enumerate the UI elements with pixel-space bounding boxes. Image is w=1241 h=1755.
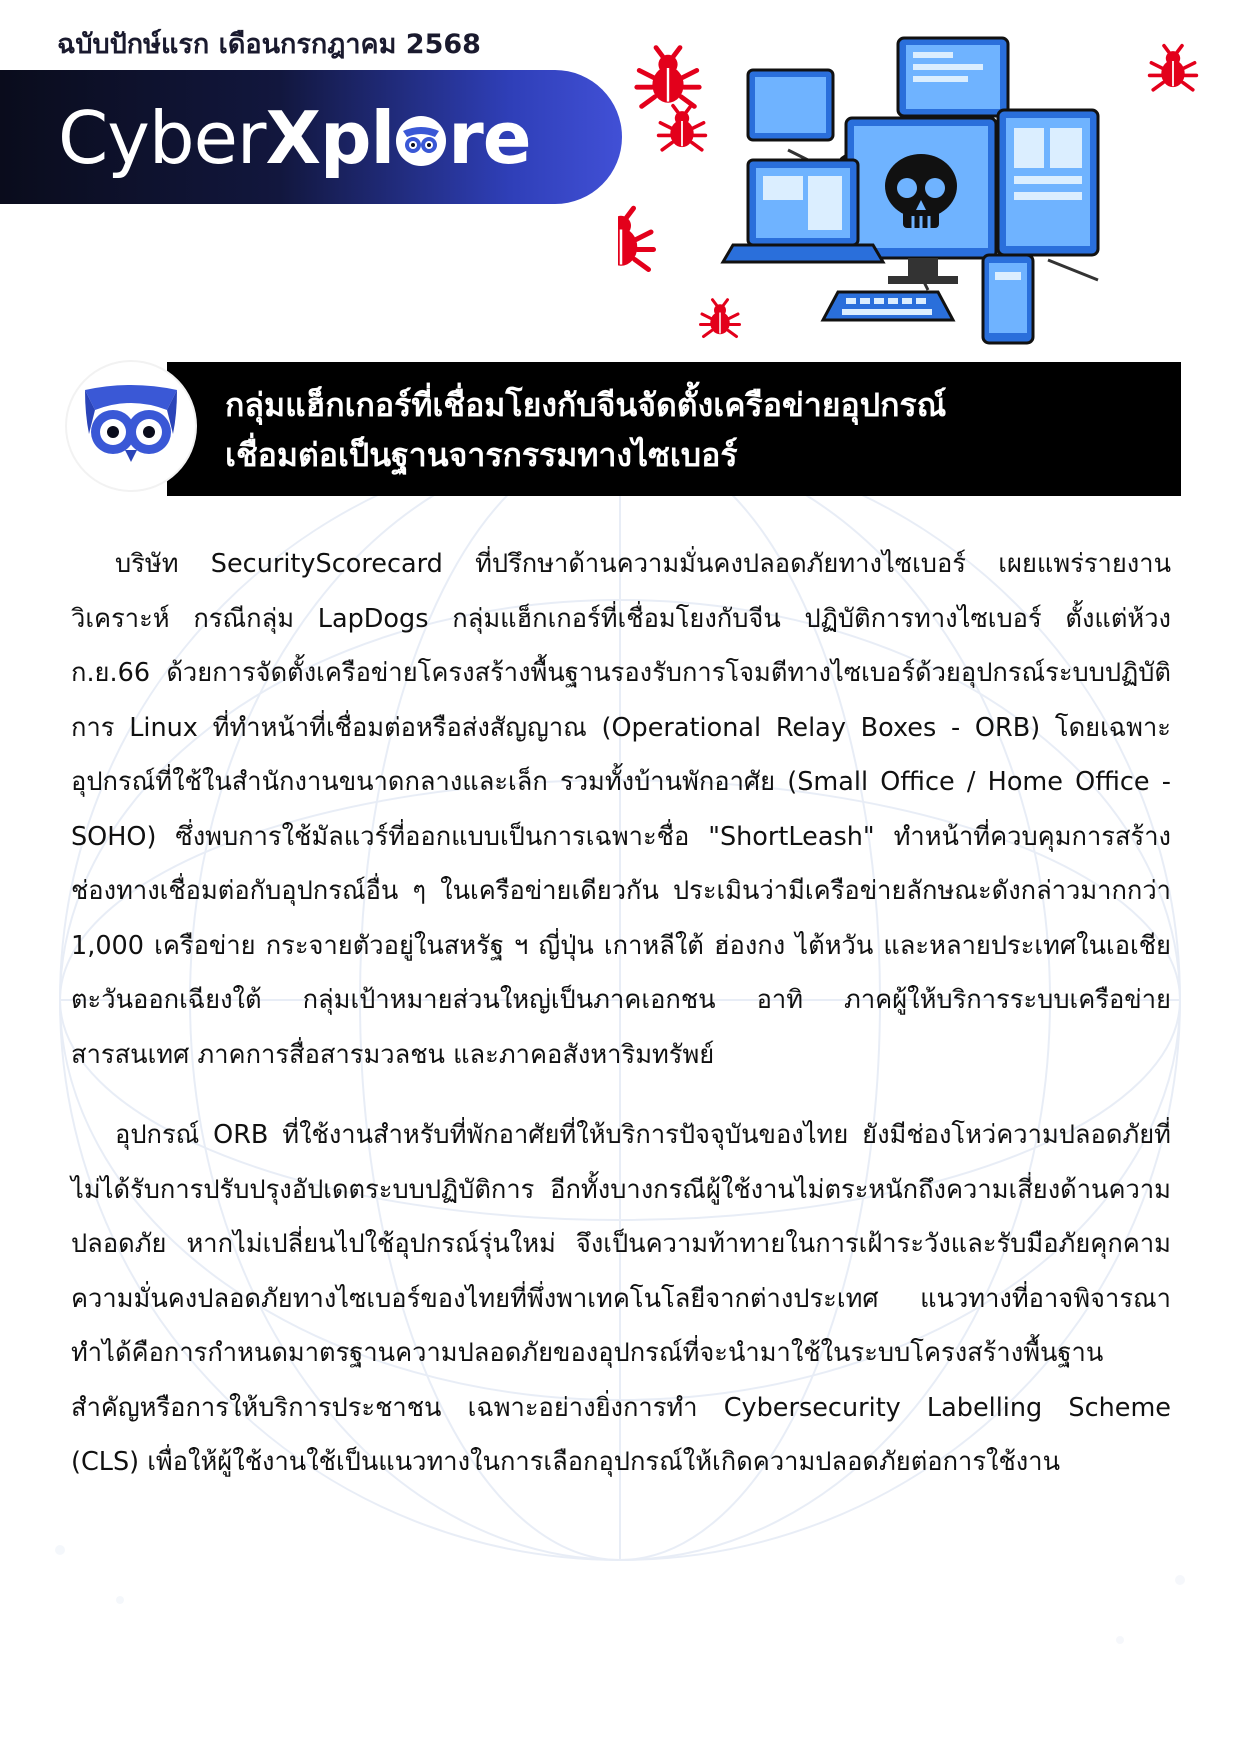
headline-line-2: เชื่อมต่อเป็นฐานจารกรรมทางไซเบอร์ [225, 436, 738, 474]
article-body [71, 537, 1171, 1490]
owl-icon [81, 384, 181, 468]
headline-box [167, 362, 1181, 496]
bug-icon [618, 208, 654, 269]
device-laptop [723, 160, 883, 262]
headline [225, 380, 1151, 480]
bug-icon [1150, 46, 1197, 90]
owl-o-icon [395, 115, 447, 167]
brand-logo [58, 88, 531, 188]
device-phone [983, 255, 1033, 343]
brand-part-x: X [265, 96, 320, 180]
article-paragraph-1: บริษัท SecurityScorecard ที่ปรึกษาด้านความมั่นคงปลอดภัยทางไซเบอร์ เผยแพร่รายงานวิเคราะห์ กรณีกลุ่ม LapDogs กลุ่มแฮ็กเกอร์ที่เชื่อมโยงกับจีน ปฏิบัติการทางไซเบอร์ ตั้งแต่ห้วง ก.ย.66 ด้วยการจัดตั้งเครือข่ายโครงสร้างพื้นฐานรองรับการโจมตีทางไซเบอร์ด้วยอุปกรณ์ระบบปฏิบัติการ Linux ที่ทำหน้าที่เชื่อมต่อหรือส่งสัญญาณ (Operational Relay Boxes - ORB) โดยเฉพาะอุปกรณ์ที่ใช้ในสำนักงานขนาดกลางและเล็ก รวมทั้งบ้านพักอาศัย (Small Office / Home Office - SOHO) ซึ่งพบการใช้มัลแวร์ที่ออกแบบเป็นการเฉพาะชื่อ "ShortLeash" ทำหน้าที่ควบคุมการสร้างช่องทางเชื่อมต่อกับอุปกรณ์อื่น ๆ ในเครือข่ายเดียวกัน ประเมินว่ามีเครือข่ายลักษณะดังกล่าวมากกว่า 1,000 เครือข่าย กระจายตัวอยู่ในสหรัฐ ฯ ญี่ปุ่น เกาหลีใต้ ฮ่องกง ไต้หวัน และหลายประเทศในเอเชียตะวันออกเฉียงใต้ กลุ่มเป้าหมายส่วนใหญ่เป็นภาคเอกชน อาทิ ภาคผู้ให้บริการระบบเครือข่ายสารสนเทศ ภาคการสื่อสารมวลชน และภาคอสังหาริมทรัพย์ [71, 549, 1171, 1070]
issue-line: ฉบับปักษ์แรก เดือนกรกฎาคม 2568 [57, 29, 481, 60]
owl-badge [67, 362, 195, 490]
brand-banner [0, 70, 622, 204]
hero-illustration [618, 30, 1208, 345]
brand-part-pl: pl [320, 96, 395, 180]
device-top-tablet [898, 38, 1008, 116]
brand-part-cyber: Cyber [58, 96, 266, 180]
device-right-tablet [998, 110, 1098, 255]
device-left-monitor [748, 70, 833, 140]
bug-icon [659, 106, 706, 150]
bug-icon [637, 48, 699, 107]
device-keyboard [823, 292, 953, 320]
article-paragraph-2: อุปกรณ์ ORB ที่ใช้งานสำหรับที่พักอาศัยที่ให้บริการปัจจุบันของไทย ยังมีช่องโหว่ความปลอดภัยที่ไม่ได้รับการปรับปรุงอัปเดตระบบปฏิบัติการ อีกทั้งบางกรณีผู้ใช้งานไม่ตระหนักถึงความเสี่ยงด้านความปลอดภัย หากไม่เปลี่ยนไปใช้อุปกรณ์รุ่นใหม่ จึงเป็นความท้าทายในการเฝ้าระวังและรับมือภัยคุกคามความมั่นคงปลอดภัยทางไซเบอร์ของไทยที่พึ่งพาเทคโนโลยีจากต่างประเทศ แนวทางที่อาจพิจารณาทำได้คือการกำหนดมาตรฐานความปลอดภัยของอุปกรณ์ที่จะนำมาใช้ในระบบโครงสร้างพื้นฐานสำคัญหรือการให้บริการประชาชน เฉพาะอย่างยิ่งการทำ Cybersecurity Labelling Scheme (CLS) เพื่อให้ผู้ใช้งานใช้เป็นแนวทางในการเลือกอุปกรณ์ให้เกิดความปลอดภัยต่อการใช้งาน [71, 1120, 1171, 1477]
headline-line-1: กลุ่มแฮ็กเกอร์ที่เชื่อมโยงกับจีนจัดตั้งเครือข่ายอุปกรณ์ [225, 386, 947, 424]
brand-part-re: re [448, 96, 531, 180]
bug-icon [701, 300, 740, 337]
